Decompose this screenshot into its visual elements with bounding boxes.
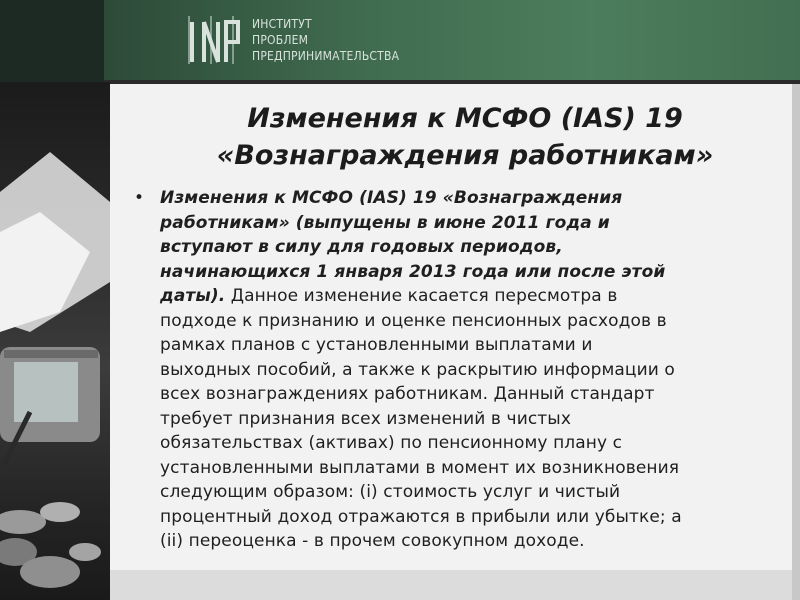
ipp-logo-icon	[186, 12, 244, 68]
body-line: подходе к признанию и оценке пенсионных расходов в	[160, 310, 667, 331]
bullet-marker: •	[134, 188, 145, 208]
body-line: всех вознаграждениях работникам. Данный стандарт	[160, 384, 655, 404]
body-line: Изменения к МСФО (IAS) 19 «Вознаграждения	[160, 188, 623, 208]
body-normal-start: Данное изменение касается пересмотра в	[225, 286, 618, 306]
body-bold-end: даты).	[160, 286, 226, 306]
body-line: начинающихся 1 января 2013 года или после этой	[160, 261, 666, 282]
body-line: вступают в силу для годовых периодов,	[160, 237, 563, 257]
institute-logo	[186, 12, 406, 68]
body-line-mixed	[160, 284, 800, 309]
body-line: работникам» (выпущены в июне 2011 года и	[160, 212, 610, 233]
title-line-2: «Вознаграждения работникам»	[216, 140, 714, 171]
slide-title	[150, 100, 780, 174]
body-paragraph	[160, 186, 800, 554]
title-line-1: Изменения к МСФО (IAS) 19	[247, 103, 683, 134]
body-line: рамках планов с установленными выплатами и	[160, 335, 593, 355]
body-line: следующим образом: (i) стоимость услуг и чистый	[160, 482, 621, 502]
body-line: установленными выплатами в момент их возникновения	[160, 457, 680, 478]
decorative-photo-strip	[0, 82, 110, 600]
body-line: требует признания всех изменений в чистых	[160, 408, 571, 429]
logo-text	[252, 16, 412, 64]
logo-line-3: ПРЕДПРИНИМАТЕЛЬСТВА	[252, 49, 400, 63]
logo-line-2: ПРОБЛЕМ	[252, 33, 309, 47]
logo-line-1: ИНСТИТУТ	[252, 17, 312, 31]
body-line: (ii) переоценка - в прочем совокупном доходе.	[160, 531, 585, 551]
body-line: выходных пособий, а также к раскрытию информации о	[160, 359, 675, 380]
photo-illustration	[0, 82, 110, 600]
body-line: обязательствах (активах) по пенсионному плану с	[160, 433, 623, 453]
body-line: процентный доход отражаются в прибыли или убытке; а	[160, 506, 682, 527]
panel-footer-band	[110, 570, 792, 600]
